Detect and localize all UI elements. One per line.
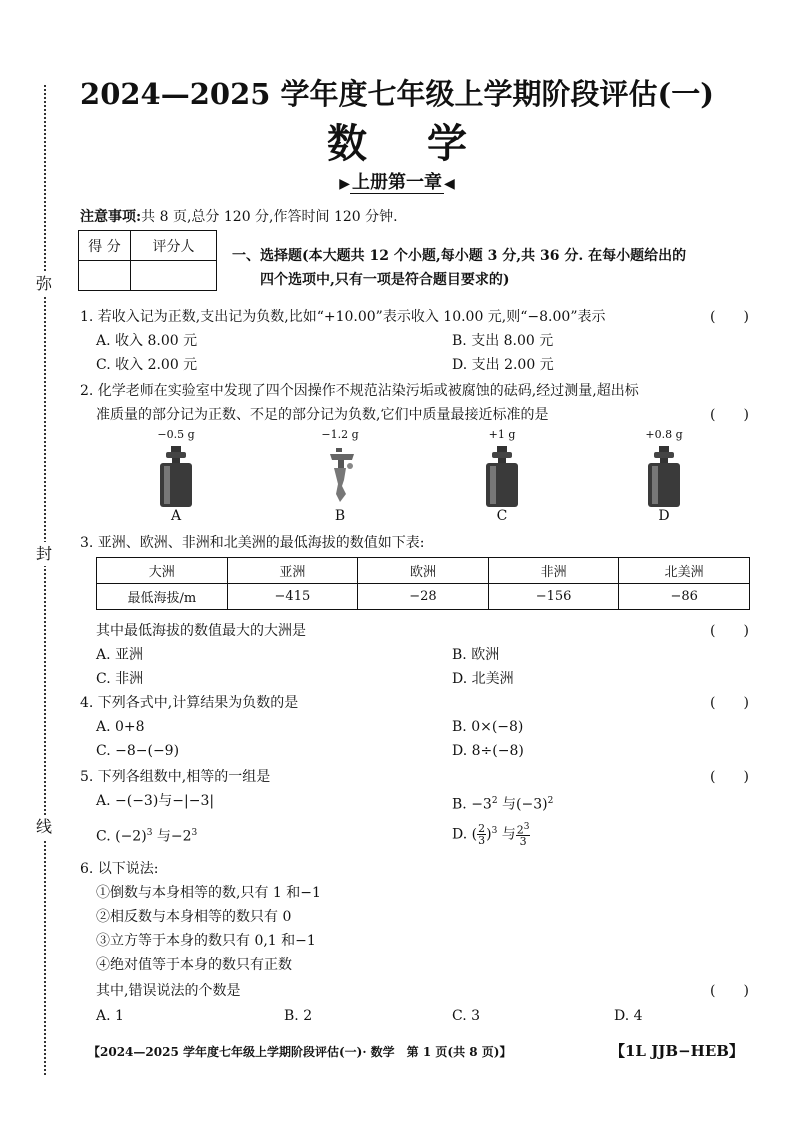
seal-char-mi: 弥 [32,272,56,296]
q5-answer-paren[interactable]: ( ) [710,769,749,785]
q6-statement-2: ②相反数与本身相等的数只有 0 [96,909,292,925]
q5-c-pre: C. (−2) [96,828,147,845]
q1-stem: 1. 若收入记为正数,支出记为负数,比如“+10.00”表示收入 10.00 元,则“−8.00”表示 [80,309,606,325]
q4-option-a[interactable]: A. 0+8 [96,719,145,735]
table-cell: 最低海拔/m [97,584,228,610]
q5-option-d[interactable] [452,816,530,850]
triangle-right-icon: ▶ [339,176,350,192]
q3-option-d[interactable]: D. 北美洲 [452,671,514,687]
q5-b-pre: B. −3 [452,796,492,813]
score-cell[interactable] [79,261,131,291]
q3-option-c[interactable]: C. 非洲 [96,671,144,687]
section-heading-line2: 四个选项中,只有一项是符合题目要求的) [260,272,510,288]
weight-a-icon [156,446,196,508]
q5-stem: 5. 下列各组数中,相等的一组是 [80,769,271,785]
q4-stem: 4. 下列各式中,计算结果为负数的是 [80,695,299,711]
q5-d-pre: D. ( [452,826,478,843]
q6-statement-4: ④绝对值等于本身的数只有正数 [96,957,292,973]
grader-cell[interactable] [131,261,217,291]
table-header-cell: 非洲 [488,558,619,584]
q5-d-fraction-2: $\frac{2^3}{3}$ [516,821,530,849]
table-cell: −415 [227,584,358,610]
q5-b-exp2: 2 [547,796,554,806]
q6-stem: 6. 以下说法: [80,861,159,877]
q4-option-c[interactable]: C. −8−(−9) [96,743,180,759]
seal-char-feng: 封 [32,542,56,566]
q3-stem: 3. 亚洲、欧洲、非洲和北美洲的最低海拔的数值如下表: [80,535,425,551]
table-header-cell: 亚洲 [227,558,358,584]
q6-statement-1: ①倒数与本身相等的数,只有 1 和−1 [96,885,321,901]
q1-answer-paren[interactable]: ( ) [710,309,749,325]
grader-header: 评分人 [131,231,217,261]
weight-c-icon [482,446,522,508]
q5-option-a[interactable]: A. −(−3)与−|−3| [96,793,215,809]
paper-code: 【1L JJB−HEB】 [610,1042,744,1060]
q5-b-exp1: 2 [491,796,498,806]
seal-dotted-line [44,85,46,1075]
q3-option-a[interactable]: A. 亚洲 [96,647,144,663]
weight-b-letter: B [334,508,346,524]
triangle-left-icon: ◀ [444,176,455,192]
q5-d-mid: ) [486,826,492,843]
q5-d-and: 与 [497,826,516,843]
section-heading [232,244,762,292]
weight-a-label: −0.5 g [157,428,195,441]
weight-b-label: −1.2 g [321,428,359,441]
q1-option-a[interactable]: A. 收入 8.00 元 [96,333,198,349]
weight-c-letter: C [496,508,508,524]
section-heading-line1: 一、选择题(本大题共 12 个小题,每小题 3 分,共 36 分. 在每小题给出的 [232,248,687,264]
q6-option-c[interactable]: C. 3 [452,1008,481,1024]
q2-stem-line2: 准质量的部分记为正数、不足的部分记为负数,它们中质量最接近标准的是 [96,407,549,423]
q5-d-exp: 3 [491,826,498,836]
notice-label: 注意事项: [80,209,142,225]
weight-d-icon [644,446,684,508]
seal-char-xian: 线 [32,815,56,839]
q1-option-b[interactable]: B. 支出 8.00 元 [452,333,554,349]
score-header: 得 分 [79,231,131,261]
table-cell: −86 [619,584,750,610]
q5-d-fraction-1: $\frac{2}{3}$ [478,822,486,848]
score-table [78,230,217,291]
table-header-cell: 北美洲 [619,558,750,584]
table-header-cell: 大洲 [97,558,228,584]
weight-d-letter: D [658,508,670,524]
chapter-text: 上册第一章 [352,172,442,193]
q5-option-c[interactable] [96,822,197,848]
table-cell: −28 [358,584,489,610]
q3-option-b[interactable]: B. 欧洲 [452,647,500,663]
q5-c-exp1: 3 [146,828,153,838]
chapter-banner [0,168,794,194]
q6-option-a[interactable]: A. 1 [96,1008,124,1024]
q5-c-mid: 与−2 [152,828,192,845]
weight-b-icon [322,446,362,508]
subject-title: 数学 [327,120,527,167]
altitude-table [96,557,750,610]
q4-option-d[interactable]: D. 8÷(−8) [452,743,524,759]
table-row [97,584,750,610]
table-header-cell: 欧洲 [358,558,489,584]
table-header-row [97,558,750,584]
q3-answer-paren[interactable]: ( ) [710,623,749,639]
q4-option-b[interactable]: B. 0×(−8) [452,719,524,735]
weight-c-label: +1 g [488,428,516,441]
q1-option-d[interactable]: D. 支出 2.00 元 [452,357,554,373]
table-cell: −156 [488,584,619,610]
q6-statement-3: ③立方等于本身的数只有 0,1 和−1 [96,933,316,949]
page-footer: 【2024—2025 学年度七年级上学期阶段评估(一)· 数学 第 1 页(共 8 页)】 [88,1045,512,1059]
q3-question: 其中最低海拔的数值最大的大洲是 [96,623,306,639]
weight-d-label: +0.8 g [645,428,683,441]
notice [80,206,398,226]
q2-answer-paren[interactable]: ( ) [710,407,749,423]
q6-answer-paren[interactable]: ( ) [710,983,749,999]
weight-a-letter: A [170,508,182,524]
q4-answer-paren[interactable]: ( ) [710,695,749,711]
q5-c-exp2: 3 [191,828,198,838]
q5-option-b[interactable] [452,790,553,816]
q6-option-d[interactable]: D. 4 [614,1008,643,1024]
notice-text: 共 8 页,总分 120 分,作答时间 120 分钟. [141,209,398,225]
q6-option-b[interactable]: B. 2 [284,1008,313,1024]
q2-stem-line1: 2. 化学老师在实验室中发现了四个因操作不规范沾染污垢或被腐蚀的砝码,经过测量,超出标 [80,383,639,399]
exam-title: 2024—2025 学年度七年级上学期阶段评估(一) [80,77,714,111]
q6-question: 其中,错误说法的个数是 [96,983,241,999]
q5-b-mid: 与(−3) [497,796,548,813]
q1-option-c[interactable]: C. 收入 2.00 元 [96,357,198,373]
